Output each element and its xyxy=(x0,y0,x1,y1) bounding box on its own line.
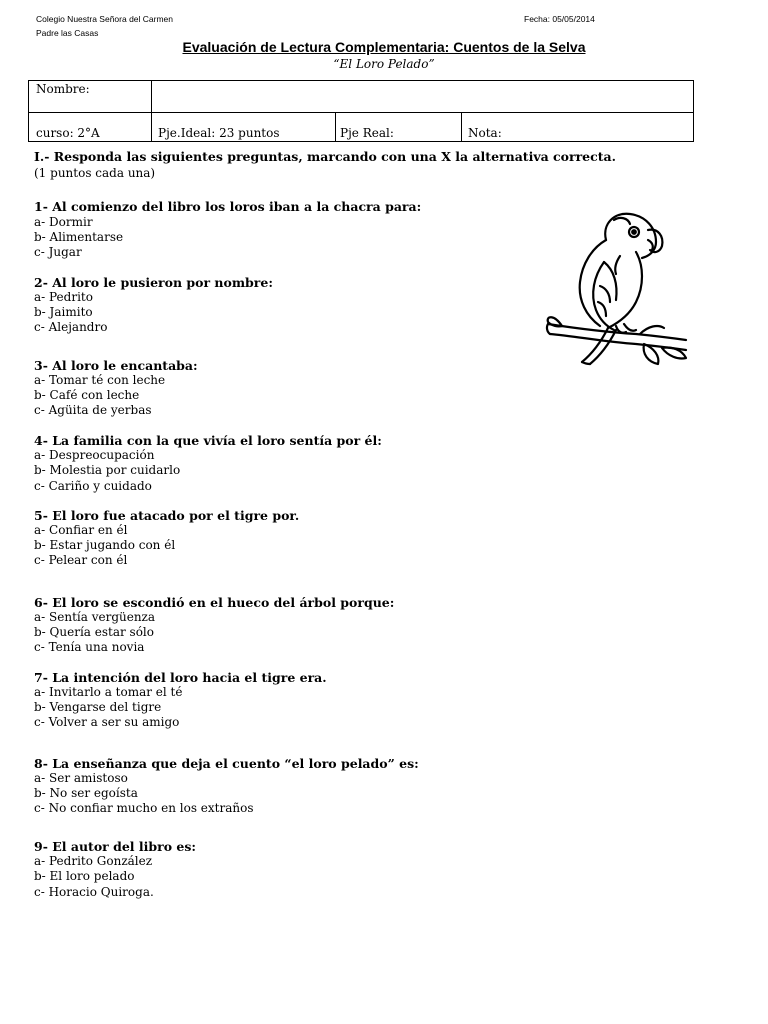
student-info-table xyxy=(28,80,694,142)
option-4c[interactable]: c- Cariño y cuidado xyxy=(34,479,152,493)
table-column-divider xyxy=(461,112,462,141)
question-3: 3- Al loro le encantaba: xyxy=(34,358,198,373)
option-9a[interactable]: a- Pedrito González xyxy=(34,854,153,868)
option-8b[interactable]: b- No ser egoísta xyxy=(34,786,138,800)
option-5c[interactable]: c- Pelear con él xyxy=(34,553,128,567)
table-row-divider xyxy=(29,112,693,113)
question-2: 2- Al loro le pusieron por nombre: xyxy=(34,275,273,290)
option-2a[interactable]: a- Pedrito xyxy=(34,290,93,304)
option-7b[interactable]: b- Vengarse del tigre xyxy=(34,700,162,714)
option-6c[interactable]: c- Tenía una novia xyxy=(34,640,145,654)
option-4b[interactable]: b- Molestia por cuidarlo xyxy=(34,463,181,477)
page-title-text: Evaluación de Lectura Complementaria: Cuentos de la Selva xyxy=(182,39,586,55)
question-1: 1- Al comienzo del libro los loros iban a la chacra para: xyxy=(34,199,422,214)
option-1b[interactable]: b- Alimentarse xyxy=(34,230,124,244)
page-title xyxy=(0,39,768,55)
grade-label: Nota: xyxy=(468,126,502,140)
option-1a[interactable]: a- Dormir xyxy=(34,215,93,229)
course-label: curso: 2°A xyxy=(36,126,100,140)
name-label: Nombre: xyxy=(36,82,90,96)
name-field[interactable] xyxy=(153,82,691,111)
real-score-label: Pje Real: xyxy=(340,126,394,140)
option-8a[interactable]: a- Ser amistoso xyxy=(34,771,128,785)
question-8: 8- La enseñanza que deja el cuento “el loro pelado” es: xyxy=(34,756,419,771)
option-4a[interactable]: a- Despreocupación xyxy=(34,448,155,462)
option-3a[interactable]: a- Tomar té con leche xyxy=(34,373,166,387)
option-7a[interactable]: a- Invitarlo a tomar el té xyxy=(34,685,183,699)
ideal-score-label: Pje.Ideal: 23 puntos xyxy=(158,126,280,140)
option-8c[interactable]: c- No confiar mucho en los extraños xyxy=(34,801,254,815)
option-9b[interactable]: b- El loro pelado xyxy=(34,869,135,883)
instructions xyxy=(34,149,754,164)
option-2b[interactable]: b- Jaimito xyxy=(34,305,93,319)
school-name: Colegio Nuestra Señora del Carmen xyxy=(36,14,174,24)
school-location: Padre las Casas xyxy=(36,28,99,38)
instructions-text: I.- Responda las siguientes preguntas, marcando con una X la alternativa correcta. xyxy=(34,149,616,164)
parrot-on-branch-icon xyxy=(544,206,690,368)
question-9: 9- El autor del libro es: xyxy=(34,839,197,854)
option-7c[interactable]: c- Volver a ser su amigo xyxy=(34,715,180,729)
option-5a[interactable]: a- Confiar en él xyxy=(34,523,128,537)
option-3b[interactable]: b- Café con leche xyxy=(34,388,140,402)
option-1c[interactable]: c- Jugar xyxy=(34,245,82,259)
option-2c[interactable]: c- Alejandro xyxy=(34,320,108,334)
option-6b[interactable]: b- Quería estar sólo xyxy=(34,625,154,639)
question-5: 5- El loro fue atacado por el tigre por. xyxy=(34,508,300,523)
story-title: “El Loro Pelado” xyxy=(333,57,435,71)
table-column-divider xyxy=(151,81,152,141)
option-6a[interactable]: a- Sentía vergüenza xyxy=(34,610,156,624)
question-7: 7- La intención del loro hacia el tigre era. xyxy=(34,670,327,685)
option-9c[interactable]: c- Horacio Quiroga. xyxy=(34,885,154,899)
question-6: 6- El loro se escondió en el hueco del árbol porque: xyxy=(34,595,395,610)
question-4: 4- La familia con la que vivía el loro sentía por él: xyxy=(34,433,382,448)
option-5b[interactable]: b- Estar jugando con él xyxy=(34,538,176,552)
option-3c[interactable]: c- Agüita de yerbas xyxy=(34,403,152,417)
table-column-divider xyxy=(335,112,336,141)
instructions-note: (1 puntos cada una) xyxy=(34,166,156,180)
exam-date: Fecha: 05/05/2014 xyxy=(524,14,595,24)
